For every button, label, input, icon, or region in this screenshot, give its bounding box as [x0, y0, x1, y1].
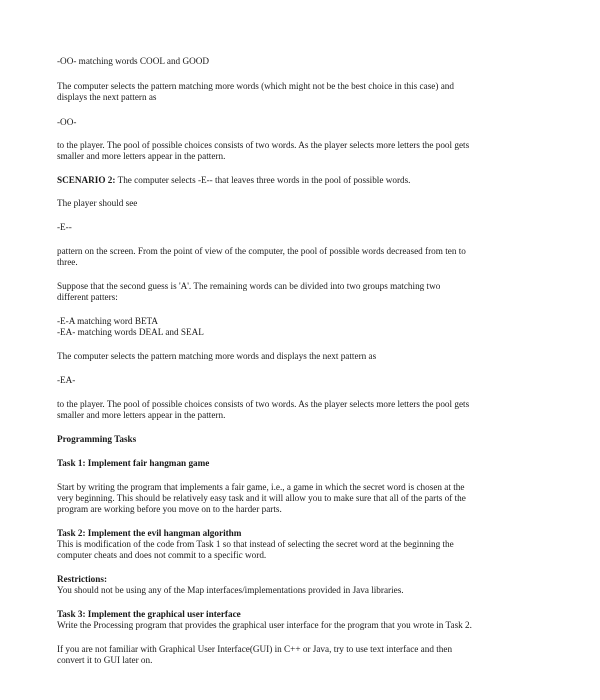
task-heading [57, 609, 241, 620]
paragraph-line: Start by writing the program that implements a fair game, i.e., a game in which the secret word is chosen at the [57, 482, 465, 492]
paragraph-line: very beginning. This should be relatively easy task and it will allow you to make sure that all of the parts of the [57, 493, 466, 503]
paragraph-line: to the player. The pool of possible choices consists of two words. As the player selects more letters the pool gets [57, 399, 470, 409]
scenario-label: SCENARIO 2: [57, 175, 116, 185]
paragraph-line: three. [57, 257, 78, 267]
paragraph-line: to the player. The pool of possible choices consists of two words. As the player selects more letters the pool gets [57, 140, 470, 150]
paragraph-line: smaller and more letters appear in the pattern. [57, 410, 226, 420]
section-heading-text: Programming Tasks [57, 434, 137, 444]
paragraph-line: program are working before you move on to the harder parts. [57, 504, 282, 514]
pattern-line: -E-A matching word BETA [57, 316, 159, 326]
paragraph-line: You should not be using any of the Map interfaces/implementations provided in Java libraries. [57, 585, 404, 595]
restrictions-heading-text: Restrictions: [57, 574, 108, 584]
paragraph-line: The player should see [57, 198, 138, 208]
pattern-line: -OO- matching words COOL and GOOD [57, 56, 209, 66]
paragraph-line: displays the next pattern as [57, 92, 157, 102]
section-heading [57, 434, 136, 445]
task-heading [57, 528, 241, 539]
paragraph-line: convert it to GUI later on. [57, 655, 153, 665]
restrictions-heading [57, 574, 107, 585]
paragraph-line: smaller and more letters appear in the pattern. [57, 151, 226, 161]
task-heading [57, 458, 209, 469]
task-heading-text: Task 2: Implement the evil hangman algorithm [57, 528, 242, 538]
scenario-text: The computer selects -E-- that leaves three words in the pool of possible words. [115, 175, 411, 185]
paragraph-line: The computer selects the pattern matching more words and displays the next pattern as [57, 351, 377, 361]
pattern-line: -EA- matching words DEAL and SEAL [57, 327, 204, 337]
paragraph-line: If you are not familiar with Graphical User Interface(GUI) in C++ or Java, try to use text interface and then [57, 644, 453, 654]
pattern-line: -EA- [57, 375, 76, 385]
paragraph-line: The computer selects the pattern matching more words (which might not be the best choice in this case) and [57, 81, 454, 91]
paragraph-line: pattern on the screen. From the point of view of the computer, the pool of possible words decreased from ten to [57, 246, 466, 256]
task-heading-text: Task 3: Implement the graphical user interface [57, 609, 241, 619]
scenario-line [57, 175, 410, 186]
document-page [57, 0, 557, 700]
paragraph-line: This is modification of the code from Task 1 so that instead of selecting the secret word at the beginning the [57, 539, 454, 549]
paragraph-line: computer cheats and does not commit to a specific word. [57, 550, 267, 560]
pattern-line: -E-- [57, 222, 72, 232]
pattern-line: -OO- [57, 117, 77, 127]
task-heading-text: Task 1: Implement fair hangman game [57, 458, 210, 468]
paragraph-line: Suppose that the second guess is 'A'. The remaining words can be divided into two groups matching two [57, 281, 441, 291]
paragraph-line: different patters: [57, 292, 118, 302]
paragraph-line: Write the Processing program that provides the graphical user interface for the program that you wrote in Task 2. [57, 620, 472, 630]
